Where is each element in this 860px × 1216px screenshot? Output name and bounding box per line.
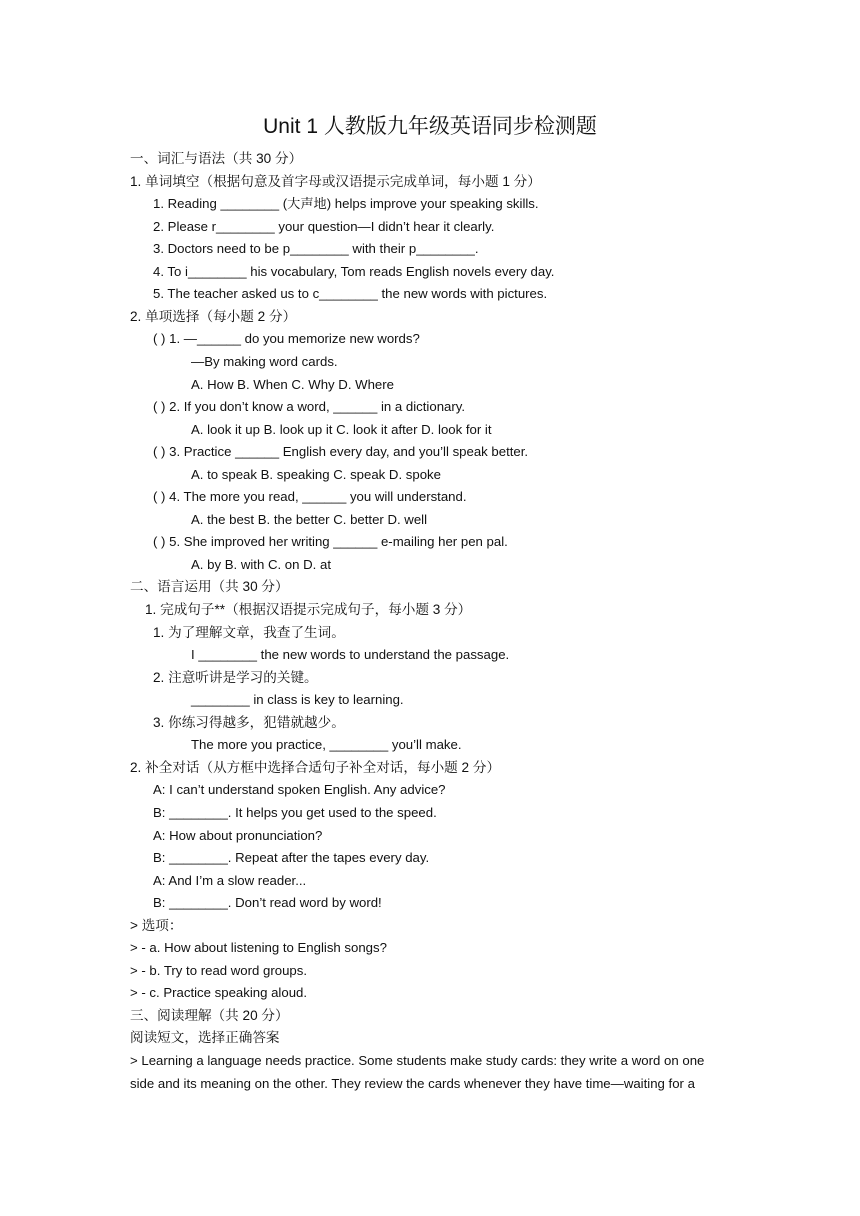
text-line: 1. 为了理解文章，我查了生词。 xyxy=(153,624,345,640)
text-line: A: I can’t understand spoken English. Any advice? xyxy=(153,782,446,798)
text-line: side and its meaning on the other. They review the cards whenever they have time—waiting for a xyxy=(130,1075,695,1091)
text-line: ( ) 2. If you don’t know a word, ______ in a dictionary. xyxy=(153,399,466,415)
document-title: Unit 1 人教版九年级英语同步检测题 xyxy=(263,115,597,138)
text-line: 2. 注意听讲是学习的关键。 xyxy=(153,669,318,685)
text-line: A: And I’m a slow reader... xyxy=(153,872,307,888)
text-line: > - b. Try to read word groups. xyxy=(130,962,308,978)
text-line: —By making word cards. xyxy=(191,353,338,369)
text-line: A. look it up B. look up it C. look it after D. look for it xyxy=(191,421,492,437)
text-line: 阅读短文，选择正确答案 xyxy=(130,1030,280,1046)
text-line: 3. Doctors need to be p________ with their p________. xyxy=(153,241,479,257)
text-line: B: ________. It helps you get used to the speed. xyxy=(153,804,437,820)
text-line: A. the best B. the better C. better D. well xyxy=(191,511,428,527)
text-line: A. to speak B. speaking C. speak D. spoke xyxy=(191,466,441,482)
text-line: 1. 完成句子**（根据汉语提示完成句子，每小题 3 分） xyxy=(145,602,472,617)
text-line: ( ) 5. She improved her writing ______ e-mailing her pen pal. xyxy=(153,534,508,550)
text-line: I ________ the new words to understand the passage. xyxy=(191,647,510,663)
text-line: 5. The teacher asked us to c________ the new words with pictures. xyxy=(153,286,548,302)
text-line: 2. Please r________ your question—I didn’t hear it clearly. xyxy=(153,218,495,234)
text-line: The more you practice, ________ you’ll make. xyxy=(191,737,462,753)
text-line: > 选项： xyxy=(130,917,183,933)
text-line: ( ) 3. Practice ______ English every day, and you’ll speak better. xyxy=(153,444,529,460)
text-line: 2. 补全对话（从方框中选择合适句子补全对话，每小题 2 分） xyxy=(130,759,501,775)
text-line: 1. Reading ________ (大声地) helps improve your speaking skills. xyxy=(153,196,539,212)
text-line: 一、词汇与语法（共 30 分） xyxy=(130,151,303,166)
text-line: ________ in class is key to learning. xyxy=(191,692,404,708)
text-line: A. How B. When C. Why D. Where xyxy=(191,376,394,392)
text-line: B: ________. Repeat after the tapes every day. xyxy=(153,850,430,866)
text-line: > - a. How about listening to English songs? xyxy=(130,940,387,956)
text-line: A. by B. with C. on D. at xyxy=(191,556,331,572)
text-line: > Learning a language needs practice. Some students make study cards: they write a word on one xyxy=(130,1053,705,1068)
text-line: 二、语言运用（共 30 分） xyxy=(130,579,289,595)
text-line: 3. 你练习得越多，犯错就越少。 xyxy=(153,714,345,730)
text-line: B: ________. Don’t read word by word! xyxy=(153,895,382,911)
text-line: 2. 单项选择（每小题 2 分） xyxy=(130,308,297,324)
text-line: > - c. Practice speaking aloud. xyxy=(130,985,308,1001)
text-line: ( ) 4. The more you read, ______ you will understand. xyxy=(153,489,467,505)
text-line: A: How about pronunciation? xyxy=(153,827,323,843)
text-line: 三、阅读理解（共 20 分） xyxy=(130,1007,289,1023)
text-line: ( ) 1. —______ do you memorize new words? xyxy=(153,331,420,347)
text-line: 4. To i________ his vocabulary, Tom reads English novels every day. xyxy=(153,263,555,279)
text-line: 1. 单词填空（根据句意及首字母或汉语提示完成单词，每小题 1 分） xyxy=(130,173,541,189)
